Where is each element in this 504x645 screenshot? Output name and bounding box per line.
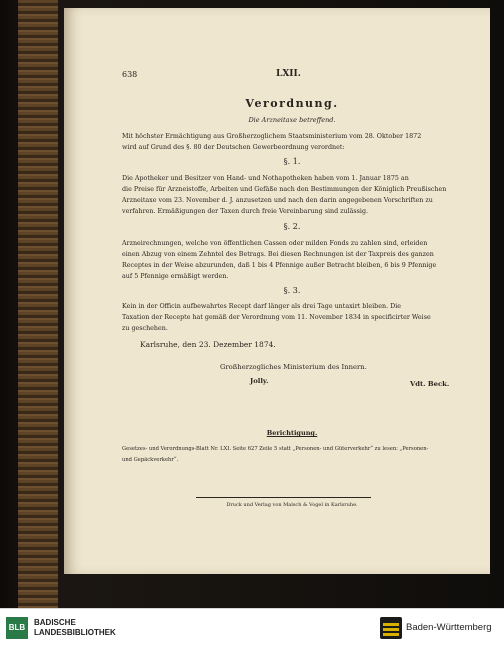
library-name-line1: BADISCHE <box>34 618 76 627</box>
divider-rule <box>196 497 371 498</box>
ministry: Großherzogliches Ministerium des Innern. <box>220 363 367 371</box>
printer-imprint: Druck und Verlag von Malsch & Vogel in Karlsruhe. <box>226 502 358 508</box>
paragraph-line: Arzneirechnungen, welche von öffentlichen Cassen oder milden Fonds zu zahlen sind, erleiden <box>122 240 428 247</box>
signer: Jolly. <box>250 377 269 385</box>
paragraph-line: Arzneitaxe vom 23. November d. J. anzusetzen und nach den darin angegebenen Vorschriften zu <box>122 197 433 204</box>
library-name-line2: LANDESBIBLIOTHEK <box>34 628 116 637</box>
document-subtitle: Die Arzneitaxe betreffend. <box>248 116 336 124</box>
state-crest-icon <box>380 617 402 639</box>
paragraph-heading: §. 2. <box>283 222 301 231</box>
book-spine <box>18 0 58 608</box>
paragraph-line: zu geschehen. <box>122 325 168 332</box>
countersign: Vdt. Beck. <box>410 380 450 388</box>
paragraph-line: einen Abzug von einem Zehntel des Betrags. Bei diesen Rechnungen ist der Taxpreis des ganzen <box>122 251 434 258</box>
place-date: Karlsruhe, den 23. Dezember 1874. <box>140 340 276 349</box>
paragraph-line: Kein in der Officin aufbewahrtes Recept darf länger als drei Tage untaxirt bleiben. Die <box>122 303 401 310</box>
paragraph-line: auf 5 Pfennige ermäßigt werden. <box>122 273 229 280</box>
correction-line: Gesetzes- und Verordnungs-Blatt Nr. LXI. Seite 627 Zeile 5 statt „Personen- und Güterverkehr“ zu lesen: „Personen- <box>122 446 429 452</box>
document-title: Verordnung. <box>245 97 339 110</box>
paragraph-line: die Preise für Arzneistoffe, Arbeiten und Gefäße nach den Bestimmungen der Königlich Preußischen <box>122 186 447 193</box>
footer-bar <box>0 608 504 645</box>
paragraph-line: verfahren. Ermäßigungen der Taxen durch freie Vereinbarung sind zulässig. <box>122 208 369 215</box>
blb-logo: BLB <box>6 617 28 639</box>
paragraph-line: Die Apotheker und Besitzer von Hand- und Nothapotheken haben vom 1. Januar 1875 an <box>122 175 409 182</box>
correction-line: und Gepäckverkehr“. <box>122 457 179 463</box>
paragraph-line: Taxation der Recepte hat gemäß der Verordnung vom 11. November 1834 in specificirter Weise <box>122 314 431 321</box>
correction-heading: Berichtigung. <box>266 429 318 437</box>
intro-line: Mit höchster Ermächtigung aus Großherzoglichem Staatsministerium vom 28. Oktober 1872 <box>122 133 422 140</box>
state-name: Baden-Württemberg <box>406 622 492 633</box>
intro-line: wird auf Grund des §. 80 der Deutschen Gewerbeordnung verordnet: <box>122 144 345 151</box>
page-number: 638 <box>122 70 138 79</box>
paragraph-heading: §. 3. <box>283 286 301 295</box>
paragraph-heading: §. 1. <box>283 157 301 166</box>
section-number: LXII. <box>276 69 301 79</box>
paragraph-line: Receptes in der Weise abzurunden, daß 1 bis 4 Pfennige außer Betracht bleiben, 6 bis 9 Pfennige <box>122 262 437 269</box>
